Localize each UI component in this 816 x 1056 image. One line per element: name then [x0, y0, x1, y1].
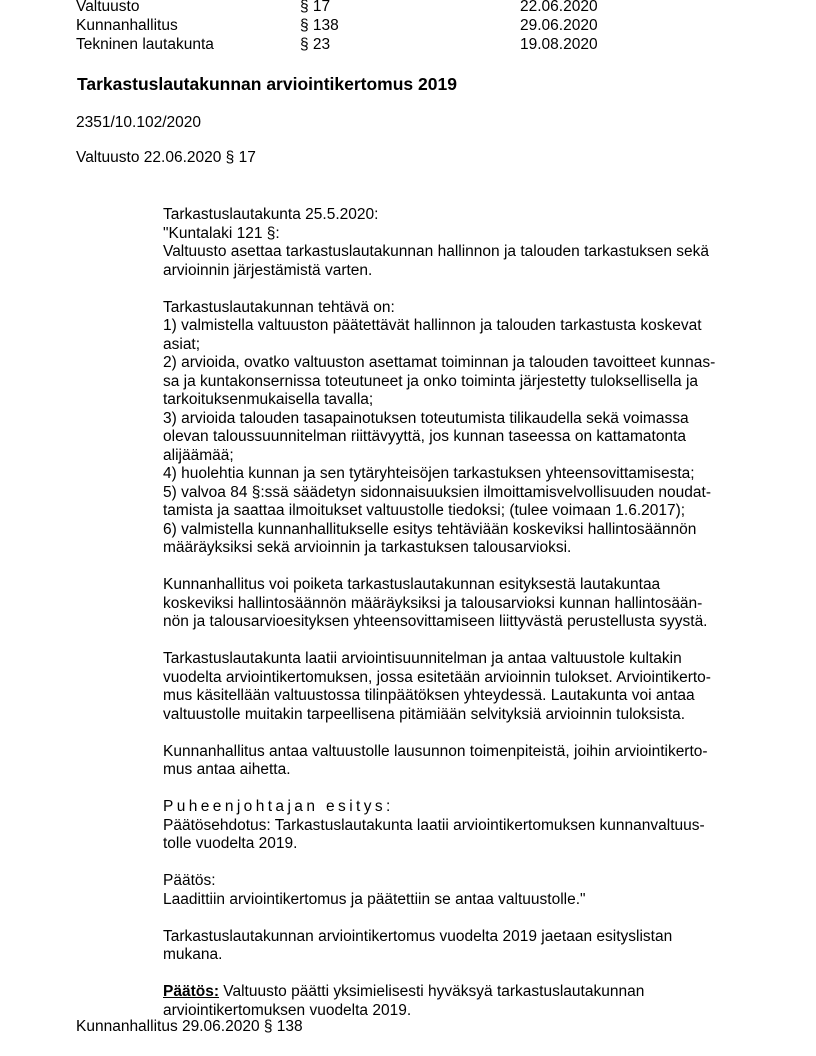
text-line: Tarkastuslautakunnan arviointikertomus vuodelta 2019 jaetaan esityslistan: [163, 927, 673, 945]
text-line: 5) valvoa 84 §:ssä säädetyn sidonnaisuuksien ilmoittamisvelvollisuuden noudat-: [163, 483, 711, 501]
text-line: koskeviksi hallintosäännön määräyksiksi ja talousarvioksi kunnan hallintosään-: [163, 594, 703, 612]
board-exception-paragraph: [163, 576, 743, 632]
intro-paragraph: [163, 206, 743, 280]
text-line: valtuustolle muitakin tarpeellisena pitämiään selvityksiä arvioinnin tuloksista.: [163, 705, 686, 723]
history-body: Tekninen lautakunta: [76, 36, 214, 53]
page-title: Tarkastuslautakunnan arviointikertomus 2019: [77, 74, 457, 94]
text-line: Valtuusto asettaa tarkastuslautakunnan hallinnon ja talouden tarkastuksen sekä: [163, 243, 710, 260]
text-line: 1) valmistella valtuuston päätettävät hallinnon ja talouden tarkastusta koskevat: [163, 317, 702, 334]
text-line: 4) huolehtia kunnan ja sen tytäryhteisöjen tarkastuksen yhteensovittamisesta;: [163, 465, 695, 482]
decision-paragraph: [163, 983, 743, 1020]
history-row: [76, 35, 776, 54]
text-line: Tarkastuslautakunta laatii arviointisuunnitelman ja antaa valtuustole kultakin: [163, 650, 682, 667]
text-line: "Kuntalaki 121 §:: [163, 224, 280, 242]
text-line: tamista ja saattaa ilmoitukset valtuustolle tiedoksi; (tulee voimaan 1.6.2017);: [163, 502, 686, 519]
text-line: arviointikertomuksen vuodelta 2019.: [163, 1001, 412, 1019]
decision-line: [163, 983, 743, 1002]
history-row: [76, 0, 776, 16]
history-date: 22.06.2020: [520, 0, 598, 15]
chair-proposal-paragraph: [163, 798, 743, 854]
statement-paragraph: [163, 743, 743, 780]
text-line: 2) arvioida, ovatko valtuuston asettamat toiminnan ja talouden tavoitteet kunnas-: [163, 354, 716, 371]
decision-label: Päätös:: [163, 983, 219, 1000]
minutes-body: [163, 206, 743, 1039]
text-line: vuodelta arviointikertomuksen, jossa esitetään arvioinnin tulokset. Arviointikerto-: [163, 668, 711, 686]
text-line: Kunnanhallitus voi poiketa tarkastuslautakunnan esityksestä lautakuntaa: [163, 576, 661, 593]
text-line: Päätösehdotus: Tarkastuslautakunta laatii arviointikertomuksen kunnanvaltuus-: [163, 816, 705, 834]
attachment-paragraph: [163, 928, 743, 965]
text-line: Tarkastuslautakunnan tehtävä on:: [163, 298, 395, 316]
text-line: mus käsitellään valtuustossa tilinpäätöksen yhteydessä. Lautakunta voi antaa: [163, 687, 695, 704]
text-line: alijäämää;: [163, 446, 234, 464]
text-line: Laadittiin arviointikertomus ja päätettiin se antaa valtuustolle.": [163, 890, 586, 908]
text-line: määräyksiksi sekä arvioinnin ja tarkastuksen talousarvioksi.: [163, 539, 572, 556]
text-line: Tarkastuslautakunta 25.5.2020:: [163, 206, 379, 223]
handling-history: [76, 0, 776, 54]
text-line: mus antaa aihetta.: [163, 761, 291, 778]
history-section: § 138: [300, 17, 339, 34]
history-date: 29.06.2020: [520, 17, 598, 34]
history-row: [76, 16, 776, 35]
text-line: arvioinnin järjestämistä varten.: [163, 261, 373, 279]
history-body: Valtuusto: [76, 0, 140, 15]
text-line: Kunnanhallitus antaa valtuustolle lausunnon toimenpiteistä, joihin arviointikerto-: [163, 742, 708, 760]
text-line: nön ja talousarvioesityksen yhteensovittamiseen liittyvästä perustellusta syystä.: [163, 613, 708, 630]
evaluation-paragraph: [163, 650, 743, 724]
committee-decision-heading: Päätös:: [163, 872, 216, 889]
text-line: mukana.: [163, 946, 223, 963]
tasks-paragraph: [163, 299, 743, 558]
reference-number: 2351/10.102/2020: [76, 114, 201, 131]
committee-decision-paragraph: [163, 872, 743, 909]
text-line: sa ja kuntakonsernissa toteutuneet ja onko toiminta järjestetty tuloksellisella ja: [163, 372, 699, 390]
text-line: tarkoituksenmukaisella tavalla;: [163, 391, 374, 408]
history-body: Kunnanhallitus: [76, 17, 178, 34]
history-date: 19.08.2020: [520, 36, 598, 53]
text-line: olevan taloussuunnitelman riittävyyttä, jos kunnan taseessa on kattamatonta: [163, 428, 687, 445]
text-line: tolle vuodelta 2019.: [163, 835, 298, 852]
text-line: 3) arvioida talouden tasapainotuksen toteutumista tilikaudella sekä voimassa: [163, 409, 689, 427]
decision-text: Valtuusto päätti yksimielisesti hyväksyä tarkastuslautakunnan: [219, 983, 645, 1000]
history-section: § 17: [300, 0, 331, 15]
history-section: § 23: [300, 36, 331, 53]
text-line: asiat;: [163, 335, 201, 353]
meeting-reference-council: Valtuusto 22.06.2020 § 17: [76, 149, 256, 166]
meeting-reference-board: Kunnanhallitus 29.06.2020 § 138: [76, 1018, 303, 1035]
text-line: 6) valmistella kunnanhallitukselle esitys tehtäviään koskeviksi hallintosäännön: [163, 520, 697, 538]
chair-proposal-heading: Puheenjohtajan esitys:: [163, 798, 394, 815]
